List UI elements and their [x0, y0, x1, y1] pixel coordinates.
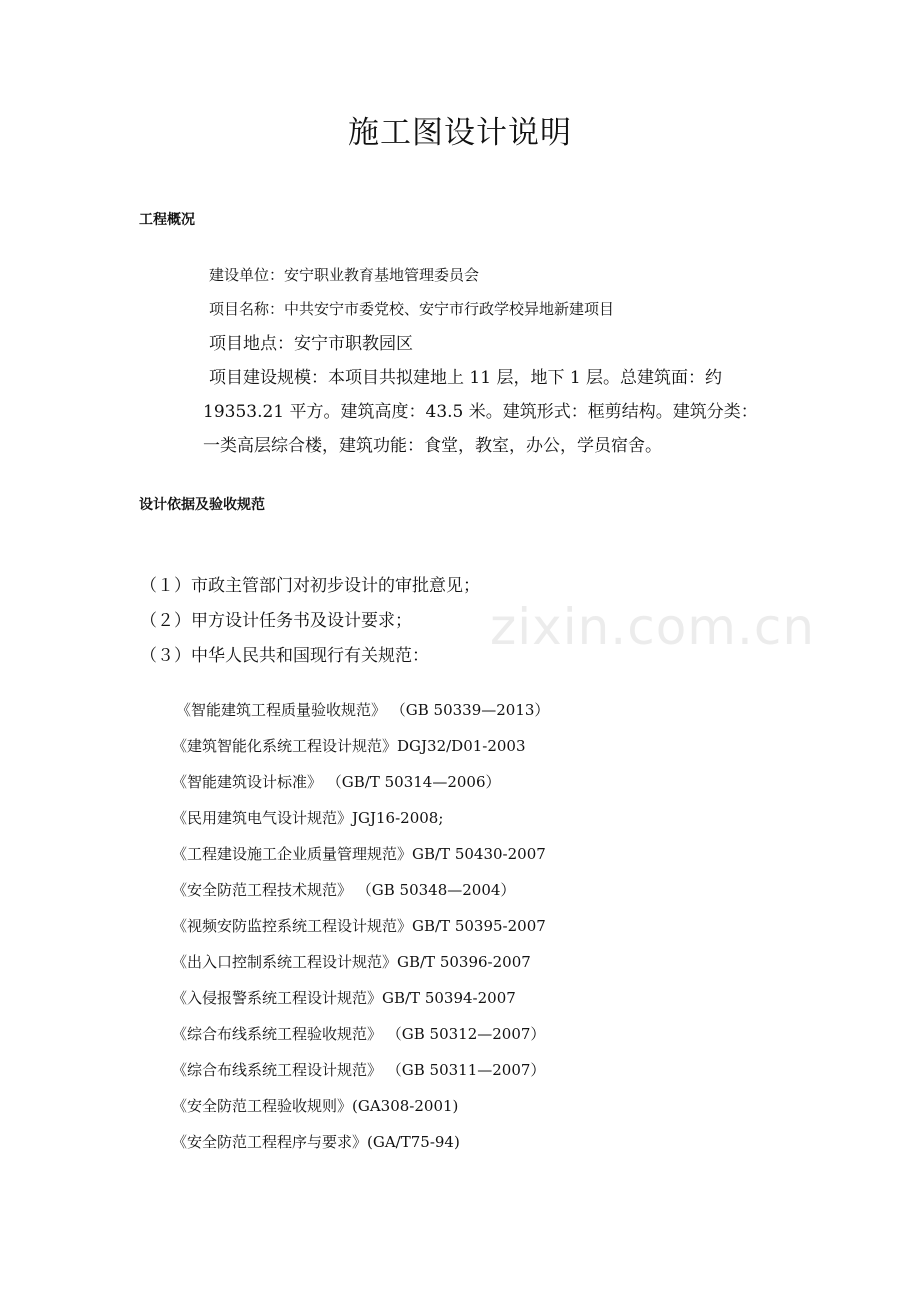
project-name-line: 项目名称：中共安宁市委党校、安宁市行政学校异地新建项目 [209, 300, 615, 318]
standard-item: 《安全防范工程技术规范》 （GB 50348—2004） [172, 881, 516, 899]
standard-item: 《智能建筑工程质量验收规范》 （GB 50339—2013） [176, 701, 550, 719]
standard-item: 《视频安防监控系统工程设计规范》GB/T 50395-2007 [172, 917, 546, 935]
basis-item: （２）甲方设计任务书及设计要求； [140, 611, 412, 631]
project-scale-line-2: 19353.21 平方。建筑高度：43.5 米。建筑形式：框剪结构。建筑分类： [203, 402, 758, 422]
project-scale-line: 项目建设规模：本项目共拟建地上 11 层，地下 1 层。总建筑面：约 [209, 368, 723, 388]
standard-item: 《入侵报警系统工程设计规范》GB/T 50394-2007 [172, 989, 516, 1007]
project-scale-line-3: 一类高层综合楼，建筑功能：食堂，教室，办公，学员宿舍。 [203, 436, 662, 456]
standard-item: 《出入口控制系统工程设计规范》GB/T 50396-2007 [172, 953, 531, 971]
standard-item: 《安全防范工程程序与要求》(GA/T75-94) [172, 1133, 460, 1151]
standard-item: 《综合布线系统工程验收规范》 （GB 50312—2007） [172, 1025, 546, 1043]
basis-item: （３）中华人民共和国现行有关规范： [140, 646, 429, 666]
standard-item: 《安全防范工程验收规则》(GA308-2001) [172, 1097, 459, 1115]
section-heading-overview: 工程概况 [139, 212, 195, 228]
section-heading-design-basis: 设计依据及验收规范 [139, 497, 265, 513]
basis-item: （１）市政主管部门对初步设计的审批意见； [140, 576, 480, 596]
standard-item: 《民用建筑电气设计规范》JGJ16-2008; [172, 809, 444, 827]
watermark: zixin.com.cn [490, 598, 816, 656]
standard-item: 《工程建设施工企业质量管理规范》GB/T 50430-2007 [172, 845, 546, 863]
project-location-line: 项目地点：安宁市职教园区 [209, 334, 413, 354]
standard-item: 《智能建筑设计标准》 （GB/T 50314—2006） [172, 773, 501, 791]
document-title: 施工图设计说明 [348, 115, 572, 151]
standard-item: 《建筑智能化系统工程设计规范》DGJ32/D01-2003 [172, 737, 526, 755]
owner-line: 建设单位：安宁职业教育基地管理委员会 [209, 266, 480, 284]
standard-item: 《综合布线系统工程设计规范》 （GB 50311—2007） [172, 1061, 546, 1079]
